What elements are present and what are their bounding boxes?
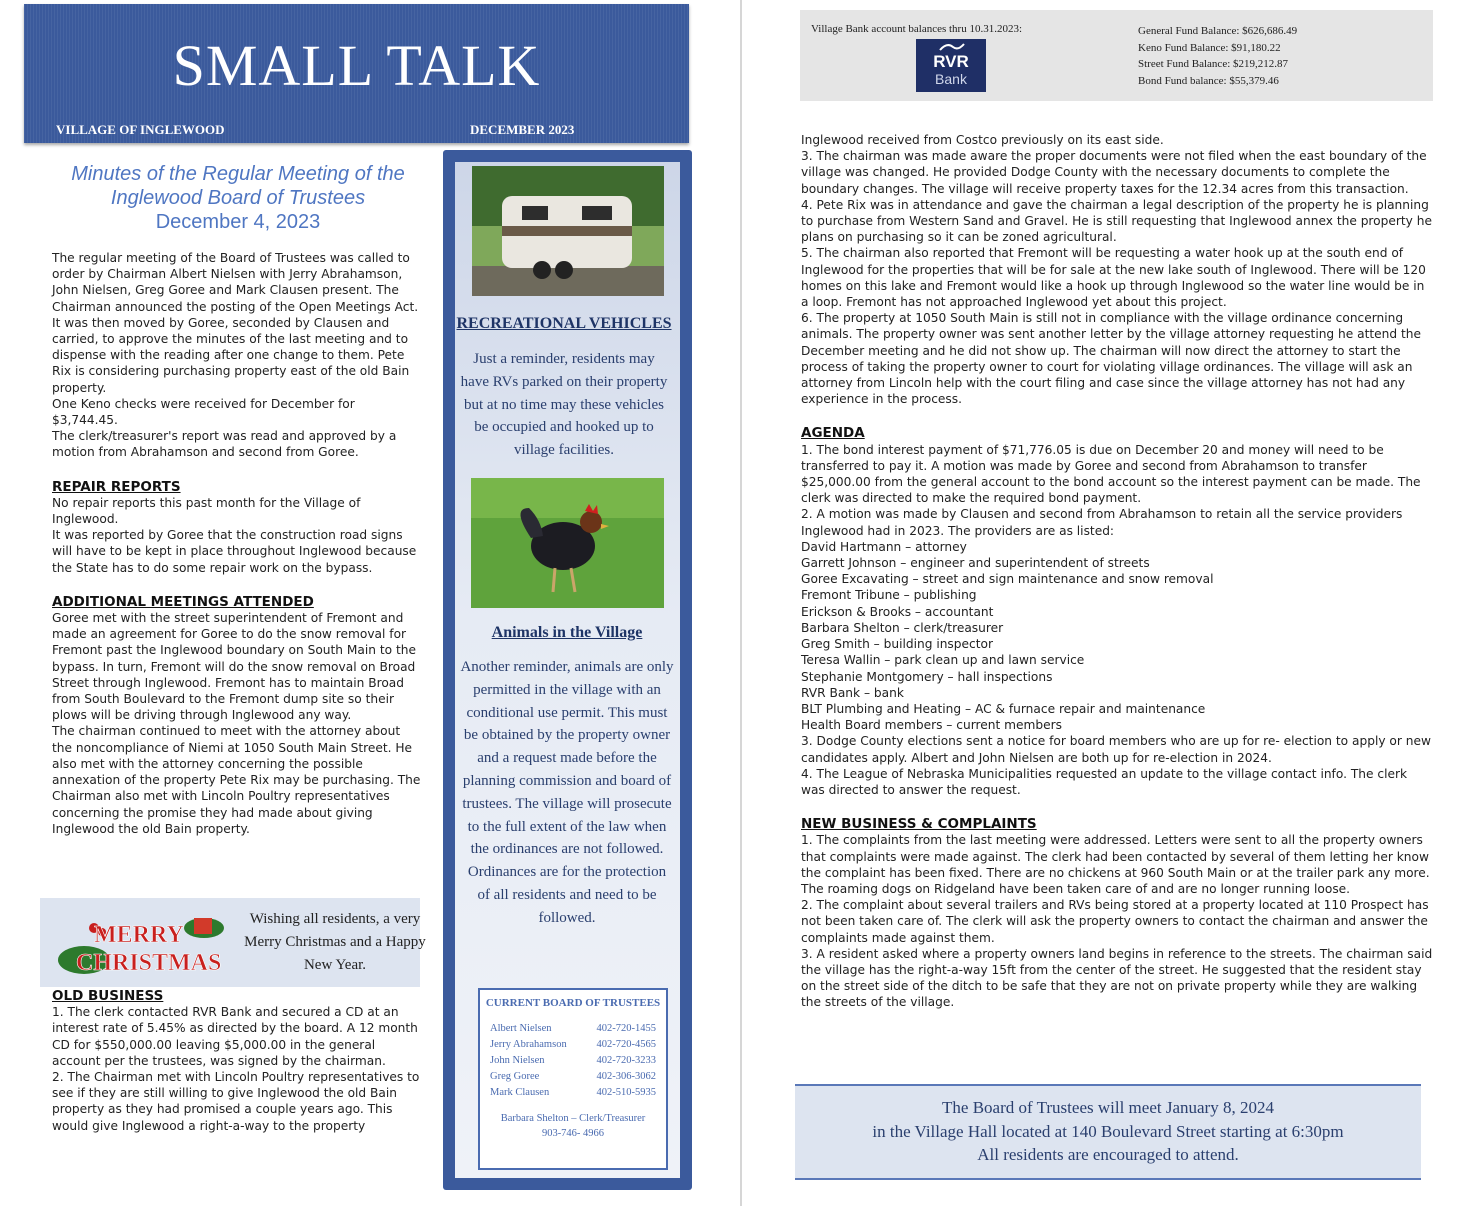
agenda-paragraph: 1. The bond interest payment of $71,776.05 is due on December 20 and money will need to be transferred to pay it. A motion was made by Goree and second from Abrahamson to transfer $25,000.00 from the general account to the bond account so the interest payment can be made. The clerk was directed to make the required bond payment.: [801, 442, 1421, 506]
provider-item: Fremont Tribune – publishing: [801, 588, 977, 603]
member-name: Albert Nielsen: [490, 1023, 552, 1034]
fund-balance: Bond Fund balance: $55,379.46: [1138, 74, 1279, 87]
board-member-row: [480, 1053, 666, 1069]
new-business-heading: NEW BUSINESS & COMPLAINTS: [801, 816, 1037, 833]
meeting-line1: The Board of Trustees will meet January 8, 2024: [942, 1098, 1274, 1117]
provider-item: Erickson & Brooks – accountant: [801, 604, 994, 619]
bank-balances-label: Village Bank account balances thru 10.31.2023:: [811, 23, 1023, 35]
additional-meetings-heading: ADDITIONAL MEETINGS ATTENDED: [52, 593, 314, 610]
agenda-paragraph: 4. The League of Nebraska Municipalities requested an update to the village contact info. The clerk was directed to answer the request.: [801, 766, 1408, 797]
christmas-greeting-box: [40, 898, 426, 987]
provider-item: BLT Plumbing and Heating – AC & furnace repair and maintenance: [801, 701, 1206, 716]
member-name: John Nielsen: [490, 1055, 545, 1066]
christmas-message: Wishing all residents, a very Merry Christmas and a Happy New Year.: [244, 911, 426, 973]
rooster-photo: [471, 478, 664, 608]
new-business-paragraph: 2. The complaint about several trailers and RVs being stored at a property located at 110 Prospect has not been taken care of. The clerk will ask the property owners to contact the chairman and answer the complaints made against them.: [801, 898, 1429, 945]
issue-date: DECEMBER 2023: [470, 122, 575, 137]
old-business-section: [52, 988, 422, 1134]
board-title: CURRENT BOARD OF TRUSTEES: [485, 997, 661, 1009]
member-name: Greg Goree: [490, 1071, 540, 1082]
repair-reports-heading: REPAIR REPORTS: [52, 478, 181, 495]
additional-paragraph: Goree met with the street superintendent of Fremont and made an agreement for Goree to do the snow removal for Fremont past the Inglewood boundary on South Main to the bypass. In turn, Fremont will do the snow removal on Broad Street through Inglewood. Fremont has to maintain Broad from South Boulevard to the Fremont dump site so their plows will be driving through Inglewood any way.: [52, 611, 416, 723]
rv-stripe: [502, 226, 632, 236]
board-member-row: [480, 1085, 666, 1101]
logo-text-bank: Bank: [935, 71, 967, 87]
provider-item: David Hartmann – attorney: [801, 539, 967, 554]
old-business-paragraph: 1. The clerk contacted RVR Bank and secured a CD at an interest rate of 5.45% as directed by the board. A 12 month CD for $550,000.00 leaving $5,000.00 in the general account per the trustees, was signed by the chairman.: [52, 1005, 418, 1068]
additional-paragraph: The chairman continued to meet with the attorney about the noncompliance of Niemi at 1050 South Main Street. He also met with the attorney concerning the possible annexation of the property Pete Rix may be purchasing. The Chairman also met with Lincoln Poultry representatives concerning the promise they had made about giving Inglewood the old Bain property.: [52, 724, 421, 836]
rule-bottom: [795, 1178, 1421, 1180]
right-column-text: [801, 132, 1433, 1011]
old-business-paragraph: 2. The Chairman met with Lincoln Poultry representatives to see if they are still willing to give Inglewood the old Bain property as they had promised a couple years ago. This would give Inglewood a right-a-way to the property: [52, 1070, 420, 1133]
gift-box-icon: [194, 918, 212, 934]
agenda-paragraph: 2. A motion was made by Clausen and second from Abrahamson to retain all the service providers Inglewood had in 2023. The providers are as listed:: [801, 507, 1403, 538]
animals-heading: Animals in the Village: [491, 624, 643, 641]
rooster-head: [580, 511, 602, 533]
repair-paragraph: No repair reports this past month for the Village of Inglewood.: [52, 495, 361, 527]
member-phone: 402-720-1455: [596, 1023, 656, 1034]
rv-body-text: Just a reminder, residents may have RVs parked on their property but at no time may these vehicles be occupied and hooked up to village facilities.: [460, 351, 668, 459]
minutes-title-line1: Minutes of the Regular Meeting of the: [71, 163, 405, 185]
board-member-row: [480, 1021, 666, 1037]
fund-balances-list: [1138, 23, 1297, 89]
meeting-line2: in the Village Hall located at 140 Boulevard Street starting at 6:30pm: [872, 1121, 1344, 1141]
logo-text-rvr: RVR: [933, 52, 969, 71]
new-business-paragraph: 3. A resident asked where a property owners land begins in reference to the streets. The chairman said the village has the right-a-way 15ft from the center of the street. He suggested that the resident stay on the street side of the ditch to be safe that they are not on private property while they are walking the streets of the village.: [801, 946, 1433, 1010]
rv-photo: [472, 166, 664, 296]
rv-wheel: [533, 261, 551, 279]
animals-body-text: Another reminder, animals are only permitted in the village with an conditional use permit. This must be obtained by the property owner and a request made before the planning commission and board of trustees. The village will prosecute to the full extent of the law when the ordinances are not followed. Ordinances are for the protection of all residents and need to be followed.: [460, 659, 674, 926]
member-name: Mark Clausen: [490, 1087, 550, 1098]
page-divider: [740, 0, 742, 1206]
rv-window: [522, 206, 548, 220]
member-name: Jerry Abrahamson: [490, 1039, 567, 1050]
old-business-heading: OLD BUSINESS: [52, 988, 164, 1004]
merry-christmas-badge: [54, 908, 230, 980]
clerk-name: Barbara Shelton – Clerk/Treasurer: [500, 1113, 646, 1124]
next-meeting-box: [795, 1084, 1421, 1180]
fund-balance: General Fund Balance: $626,686.49: [1138, 25, 1298, 37]
continued-paragraph: Inglewood received from Costco previously on its east side.: [801, 133, 1164, 147]
masthead-banner: [24, 4, 689, 143]
minutes-date: December 4, 2023: [155, 211, 321, 233]
new-business-paragraph: 1. The complaints from the last meeting were addressed. Letters were sent to all the property owners that complaints were made against. The clerk had been contacted by several of them letting her know the complaint has been fixed. There are no chickens at 960 South Main or at the trailer park any more. The roaming dogs on Ridgeland have been taken care of and are no longer running loose.: [801, 833, 1430, 896]
member-phone: 402-510-5935: [596, 1087, 656, 1098]
board-of-trustees-box: [478, 988, 668, 1170]
agenda-paragraph: 3. Dodge County elections sent a notice for board members who are up for re- election to apply or new candidates apply. Albert and John Nielsen are both up for re-election in 2024.: [801, 734, 1431, 765]
continued-paragraph: 3. The chairman was made aware the proper documents were not filed when the east boundary of the village was changed. He provided Dodge County with the necessary documents to complete the boundary changes. The village will receive property taxes for the 12.34 acres from this transaction.: [801, 149, 1427, 196]
rv-heading: RECREATIONAL VEHICLES: [456, 315, 672, 332]
provider-item: Health Board members – current members: [801, 718, 1062, 733]
minutes-heading: [48, 162, 428, 234]
provider-item: RVR Bank – bank: [801, 685, 904, 700]
wave-icon: [939, 42, 965, 52]
agenda-heading: AGENDA: [801, 425, 865, 442]
minutes-title-line2: Inglewood Board of Trustees: [110, 187, 366, 209]
rooster-leg: [553, 568, 555, 592]
continued-paragraph: 6. The property at 1050 South Main is still not in compliance with the village ordinance concerning animals. The property owner was sent another letter by the village attorney requesting he attend the December meeting and he did not show up. The chairman will now direct the attorney to start the process of taking the property owner to court for violating village ordinances. The village will ask an attorney from Lincoln help with the court filing and case since the village attorney has not had any experience in the process.: [801, 311, 1422, 407]
provider-item: Stephanie Montgomery – hall inspections: [801, 669, 1053, 684]
rvr-bank-logo: [916, 39, 986, 92]
provider-item: Teresa Wallin – park clean up and lawn service: [801, 653, 1085, 668]
board-member-row: [480, 1069, 666, 1085]
newsletter-title: SMALL TALK: [172, 33, 541, 98]
continued-paragraph: 5. The chairman also reported that Fremont will be requesting a water hook up at the south end of Inglewood for the properties that will be for sale at the new lake south of Inglewood. There will be 120 homes on this lake and Fremont would like a hook up through Inglewood so the water line would be in a loop. Fremont has not approached Inglewood yet about this project.: [801, 246, 1426, 310]
member-phone: 402-720-3233: [596, 1055, 656, 1066]
continued-paragraph: 4. Pete Rix was in attendance and gave the chairman a legal description of the property he is planning to purchase from Western Sand and Gravel. He is still requesting that Inglewood annex the property he plans on purchasing so it can be zoned agricultural.: [801, 197, 1432, 245]
badge-word-christmas: CHRISTMAS: [76, 950, 222, 976]
provider-item: Greg Smith – building inspector: [801, 637, 993, 652]
minutes-paragraph: The clerk/treasurer's report was read and approved by a motion from Abrahamson and second from Goree.: [52, 429, 397, 460]
badge-word-merry: MERRY: [94, 922, 184, 948]
rv-wheel: [555, 261, 573, 279]
village-name: VILLAGE OF INGLEWOOD: [56, 122, 225, 137]
provider-item: Garrett Johnson – engineer and superintendent of streets: [801, 556, 1150, 571]
repair-paragraph: It was reported by Goree that the construction road signs will have to be kept in place throughout Inglewood because the State has to do some repair work on the bypass.: [52, 528, 417, 575]
provider-item: Goree Excavating – street and sign maintenance and snow removal: [801, 572, 1214, 587]
minutes-paragraph: The regular meeting of the Board of Trustees was called to order by Chairman Albert Nielsen with Jerry Abrahamson, John Nielsen, Greg Goree and Mark Clausen present. The Chairman announced the posting of the Open Meetings Act. It was then moved by Goree, seconded by Clausen and carried, to approve the minutes of the last meeting and to dispense with the reading after one change to them. Pete Rix is considering purchasing property east of the old Bain property.: [52, 251, 419, 395]
clerk-phone: 903-746- 4966: [541, 1128, 605, 1139]
member-phone: 402-306-3062: [596, 1071, 656, 1082]
minutes-paragraph: One Keno checks were received for December for $3,744.45.: [52, 396, 355, 428]
photo-grass-far: [471, 478, 664, 518]
rule-top: [795, 1084, 1421, 1086]
provider-item: Barbara Shelton – clerk/treasurer: [801, 620, 1004, 635]
next-meeting-text: [795, 1096, 1421, 1167]
fund-balance: Keno Fund Balance: $91,180.22: [1138, 41, 1281, 54]
fund-balance: Street Fund Balance: $219,212.87: [1138, 58, 1289, 70]
bank-balances-box: [800, 10, 1433, 101]
member-phone: 402-720-4565: [596, 1039, 656, 1050]
left-column-upper: [52, 250, 422, 837]
meeting-line3: All residents are encouraged to attend.: [977, 1145, 1239, 1164]
rv-window: [582, 206, 612, 220]
board-member-row: [480, 1037, 666, 1053]
